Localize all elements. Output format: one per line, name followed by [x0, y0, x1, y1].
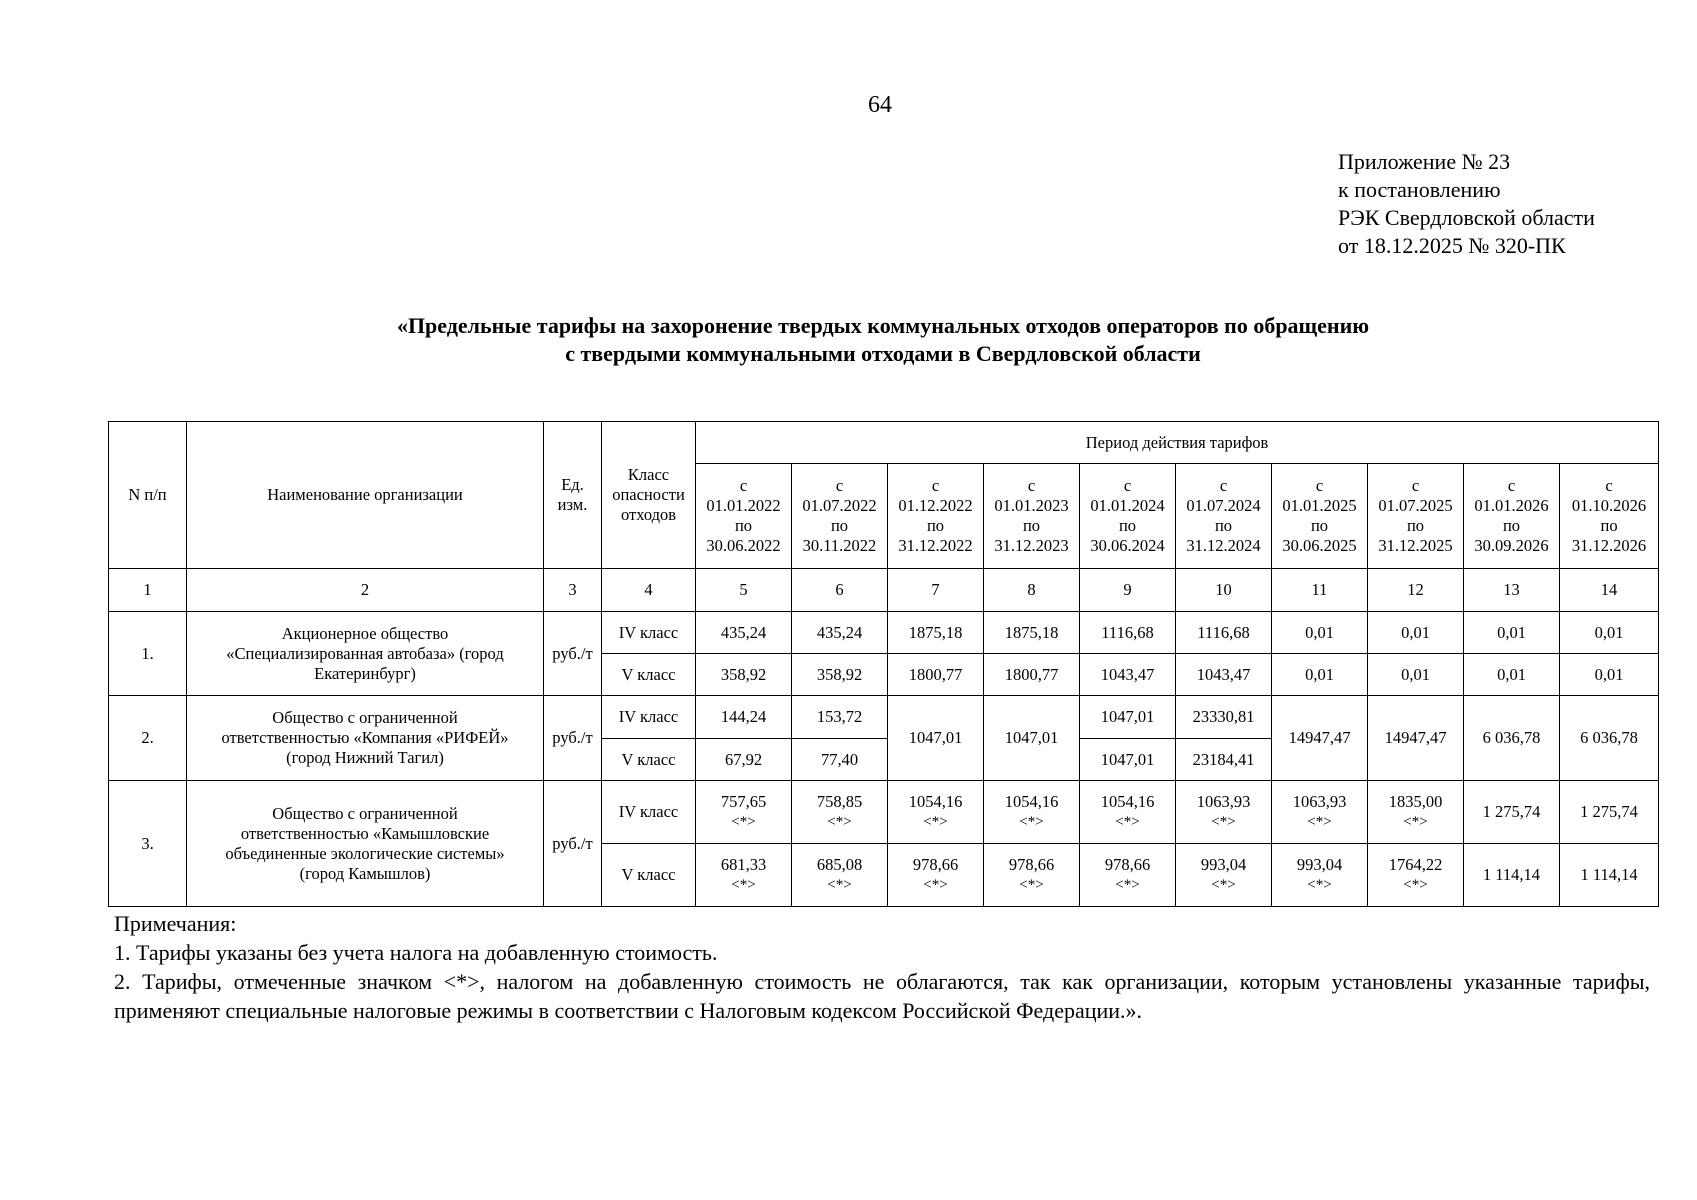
- column-number: 11: [1272, 569, 1368, 612]
- tariff-value: 358,92: [696, 654, 792, 696]
- tariff-value: 1047,01: [1080, 739, 1176, 781]
- table-row: [109, 696, 1659, 739]
- period-header: с 01.10.2026 по 31.12.2026: [1560, 464, 1659, 569]
- vat-exempt-mark: <*>: [1403, 877, 1428, 893]
- tariff-value: 978,66 <*>: [1080, 844, 1176, 907]
- hazard-class: V класс: [602, 739, 696, 781]
- period-header: с 01.07.2025 по 31.12.2025: [1368, 464, 1464, 569]
- tariff-value: 1043,47: [1176, 654, 1272, 696]
- appendix-line: Приложение № 23: [1338, 149, 1511, 174]
- note-item: 1. Тарифы указаны без учета налога на добавленную стоимость.: [114, 940, 718, 965]
- tariff-value: 0,01: [1272, 654, 1368, 696]
- column-number: 5: [696, 569, 792, 612]
- header-class: Класс опасности отходов: [602, 422, 696, 569]
- hazard-class: IV класс: [602, 781, 696, 844]
- tariff-value: 1875,18: [984, 612, 1080, 654]
- row-number: 3.: [109, 781, 187, 907]
- tariff-value: 0,01: [1464, 654, 1560, 696]
- tariff-value: 1054,16 <*>: [1080, 781, 1176, 844]
- tariff-value: 0,01: [1560, 612, 1659, 654]
- column-number: 8: [984, 569, 1080, 612]
- organization-name: Общество с ограниченной ответственностью «Компания «РИФЕЙ» (город Нижний Тагил): [187, 696, 544, 781]
- title-line: «Предельные тарифы на захоронение твердых коммунальных отходов операторов по обращению: [396, 313, 1370, 338]
- tariff-value: 0,01: [1368, 654, 1464, 696]
- table-row: [109, 781, 1659, 844]
- header-row: [109, 422, 1659, 464]
- column-number: 13: [1464, 569, 1560, 612]
- appendix-line: от 18.12.2025 № 320-ПК: [1338, 233, 1566, 258]
- tariff-value: 681,33 <*>: [696, 844, 792, 907]
- unit-cell: руб./т: [544, 781, 602, 907]
- tariff-value: 0,01: [1272, 612, 1368, 654]
- tariff-value: 1116,68: [1176, 612, 1272, 654]
- tariff-value: 1054,16 <*>: [888, 781, 984, 844]
- period-header: с 01.07.2022 по 30.11.2022: [792, 464, 888, 569]
- tariff-value: 1054,16 <*>: [984, 781, 1080, 844]
- vat-exempt-mark: <*>: [1115, 814, 1140, 830]
- column-number: 4: [602, 569, 696, 612]
- header-unit: Ед. изм.: [544, 422, 602, 569]
- vat-exempt-mark: <*>: [923, 814, 948, 830]
- hazard-class: IV класс: [602, 696, 696, 739]
- column-number: 6: [792, 569, 888, 612]
- tariff-value: 14947,47: [1272, 696, 1368, 781]
- tariff-value: 1800,77: [984, 654, 1080, 696]
- tariff-value: 153,72: [792, 696, 888, 739]
- notes-heading: Примечания:: [114, 911, 237, 936]
- appendix-line: к постановлению: [1338, 177, 1501, 202]
- hazard-class: IV класс: [602, 612, 696, 654]
- tariff-value: 978,66 <*>: [984, 844, 1080, 907]
- tariff-value: 1 114,14: [1464, 844, 1560, 907]
- tariff-value: 685,08 <*>: [792, 844, 888, 907]
- tariff-value: 23330,81: [1176, 696, 1272, 739]
- title-line: с твердыми коммунальными отходами в Свердловской области: [565, 341, 1201, 366]
- vat-exempt-mark: <*>: [1307, 877, 1332, 893]
- tariff-value: 0,01: [1464, 612, 1560, 654]
- vat-exempt-mark: <*>: [1019, 877, 1044, 893]
- column-number: 7: [888, 569, 984, 612]
- vat-exempt-mark: <*>: [827, 877, 852, 893]
- tariff-value: 0,01: [1560, 654, 1659, 696]
- tariff-value: 758,85 <*>: [792, 781, 888, 844]
- tariff-value: 435,24: [792, 612, 888, 654]
- column-number: 9: [1080, 569, 1176, 612]
- organization-name: Общество с ограниченной ответственностью «Камышловские объединенные экологические системы» (город Камышлов): [187, 781, 544, 907]
- tariff-value: 1116,68: [1080, 612, 1176, 654]
- tariff-value: 1 114,14: [1560, 844, 1659, 907]
- tariff-value: 67,92: [696, 739, 792, 781]
- tariff-value: 1800,77: [888, 654, 984, 696]
- vat-exempt-mark: <*>: [1019, 814, 1044, 830]
- tariff-value: 993,04 <*>: [1176, 844, 1272, 907]
- period-header: с 01.12.2022 по 31.12.2022: [888, 464, 984, 569]
- vat-exempt-mark: <*>: [923, 877, 948, 893]
- appendix-block: [1338, 148, 1595, 260]
- appendix-line: РЭК Свердловской области: [1338, 205, 1595, 230]
- hazard-class: V класс: [602, 844, 696, 907]
- tariff-value: 6 036,78: [1464, 696, 1560, 781]
- vat-exempt-mark: <*>: [1211, 877, 1236, 893]
- row-number: 2.: [109, 696, 187, 781]
- header-period: Период действия тарифов: [696, 422, 1659, 464]
- tariff-value: 358,92: [792, 654, 888, 696]
- column-number: 12: [1368, 569, 1464, 612]
- table-row: [109, 612, 1659, 654]
- column-number: 2: [187, 569, 544, 612]
- vat-exempt-mark: <*>: [1307, 814, 1332, 830]
- period-header: с 01.01.2025 по 30.06.2025: [1272, 464, 1368, 569]
- tariff-value: 978,66 <*>: [888, 844, 984, 907]
- tariff-value: 77,40: [792, 739, 888, 781]
- period-header: с 01.01.2023 по 31.12.2023: [984, 464, 1080, 569]
- tariff-value: 1 275,74: [1560, 781, 1659, 844]
- tariff-value: 6 036,78: [1560, 696, 1659, 781]
- tariff-value: 23184,41: [1176, 739, 1272, 781]
- row-number: 1.: [109, 612, 187, 696]
- column-number: 1: [109, 569, 187, 612]
- tariff-value: 1047,01: [984, 696, 1080, 781]
- column-number: 14: [1560, 569, 1659, 612]
- tariff-value: 1835,00 <*>: [1368, 781, 1464, 844]
- tariff-value: 1047,01: [1080, 696, 1176, 739]
- organization-name: Акционерное общество «Специализированная автобаза» (город Екатеринбург): [187, 612, 544, 696]
- vat-exempt-mark: <*>: [1211, 814, 1236, 830]
- tariff-value: 1063,93 <*>: [1272, 781, 1368, 844]
- vat-exempt-mark: <*>: [731, 877, 756, 893]
- tariff-value: 1764,22 <*>: [1368, 844, 1464, 907]
- vat-exempt-mark: <*>: [1403, 814, 1428, 830]
- unit-cell: руб./т: [544, 696, 602, 781]
- note-item: 2. Тарифы, отмеченные значком <*>, налогом на добавленную стоимость не облагаются, так как организации, которым установлены указанные тарифы, применяют специальные налоговые режимы в соответствии с Налоговым кодексом Российской Федерации.».: [114, 969, 1650, 1023]
- tariff-value: 435,24: [696, 612, 792, 654]
- hazard-class: V класс: [602, 654, 696, 696]
- tariff-value: 993,04 <*>: [1272, 844, 1368, 907]
- tariff-value: 14947,47: [1368, 696, 1464, 781]
- period-header: с 01.01.2024 по 30.06.2024: [1080, 464, 1176, 569]
- tariff-value: 757,65 <*>: [696, 781, 792, 844]
- column-number: 3: [544, 569, 602, 612]
- tariffs-table: [108, 421, 1659, 907]
- column-numbers-row: [109, 569, 1659, 612]
- header-name: Наименование организации: [187, 422, 544, 569]
- period-header: с 01.01.2022 по 30.06.2022: [696, 464, 792, 569]
- document-title: [0, 312, 1697, 368]
- column-number: 10: [1176, 569, 1272, 612]
- tariff-value: 144,24: [696, 696, 792, 739]
- header-num: N п/п: [109, 422, 187, 569]
- period-header: с 01.01.2026 по 30.09.2026: [1464, 464, 1560, 569]
- tariff-value: 1043,47: [1080, 654, 1176, 696]
- page-number: 64: [868, 92, 892, 118]
- tariff-value: 1047,01: [888, 696, 984, 781]
- period-header: с 01.07.2024 по 31.12.2024: [1176, 464, 1272, 569]
- tariff-value: 0,01: [1368, 612, 1464, 654]
- unit-cell: руб./т: [544, 612, 602, 696]
- vat-exempt-mark: <*>: [731, 814, 756, 830]
- tariff-value: 1063,93 <*>: [1176, 781, 1272, 844]
- notes-block: [114, 909, 1650, 1025]
- vat-exempt-mark: <*>: [827, 814, 852, 830]
- tariff-value: 1 275,74: [1464, 781, 1560, 844]
- tariff-value: 1875,18: [888, 612, 984, 654]
- vat-exempt-mark: <*>: [1115, 877, 1140, 893]
